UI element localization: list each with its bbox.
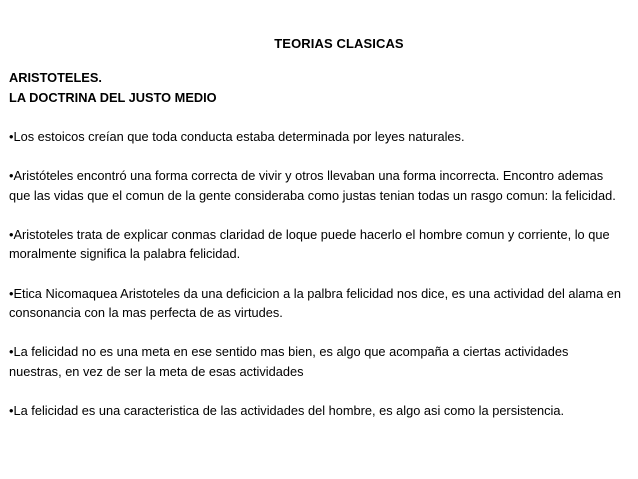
bullet-forma-correcta: •Aristóteles encontró una forma correcta de vivir y otros llevaban una forma incorrecta. Encontro ademas que las vidas que el comun de la gente consideraba como justas tenian todas un rasgo comun: la felicidad. — [9, 167, 616, 203]
slide-body — [9, 68, 624, 421]
heading-doctrina: LA DOCTRINA DEL JUSTO MEDIO — [9, 89, 217, 105]
bullet-etica-nicomaquea: •Etica Nicomaquea Aristoteles da una deficicion a la palbra felicidad nos dice, es una actividad del alama en consonancia con la mas perfecta de as virtudes. — [9, 285, 621, 321]
bullet-explicar-felicidad: •Aristoteles trata de explicar conmas claridad de loque puede hacerlo el hombre comun y corriente, lo que moralmente significa la palabra felicidad. — [9, 226, 610, 262]
bullet-estoicos: •Los estoicos creían que toda conducta estaba determinada por leyes naturales. — [9, 128, 465, 144]
slide-title: TEORIAS CLASICAS — [274, 36, 404, 51]
heading-aristoteles: ARISTOTELES. — [9, 70, 102, 85]
bullet-felicidad-meta: •La felicidad no es una meta en ese sentido mas bien, es algo que acompaña a ciertas actividades nuestras, en vez de ser la meta de esas actividades — [9, 344, 569, 379]
bullet-felicidad-caracteristica: •La felicidad es una caracteristica de las actividades del hombre, es algo asi como la persistencia. — [9, 403, 565, 419]
